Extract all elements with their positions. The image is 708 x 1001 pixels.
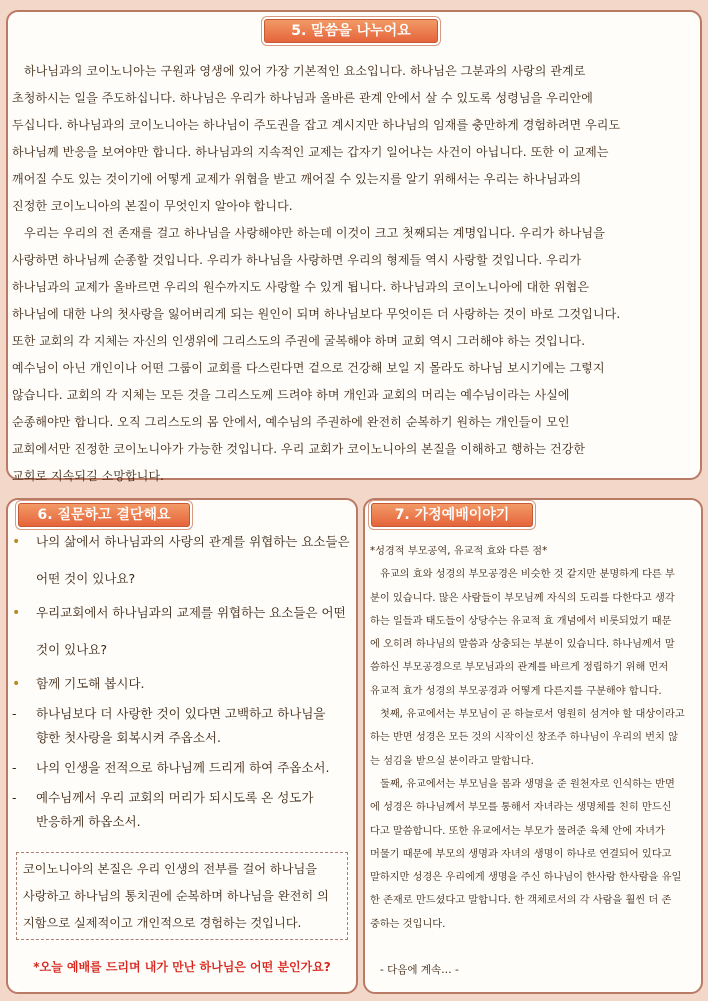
paragraph-line: 하나님과의 코이노니아는 구원과 영생에 있어 가장 기본적인 요소입니다. 하나님은 그분과의 사랑의 관계로 (24, 64, 586, 78)
paragraph-line: 진정한 코이노니아의 본질이 무엇인지 알아야 합니다. (12, 199, 293, 213)
prayer-text: 나의 인생을 전적으로 하나님께 드리게 하여 주옵소서. (36, 760, 330, 775)
story-line: 중하는 것입니다. (370, 918, 446, 930)
summary-line: 사랑하고 하나님의 통치권에 순복하며 하나님을 완전히 의 (23, 889, 329, 903)
question-item (10, 672, 350, 696)
prayer-text: 반응하게 하옵소서. (36, 814, 141, 829)
story-line: 한 존재로 만드셨다고 말합니다. 한 객체로서의 각 사람을 훨씬 더 존 (370, 895, 672, 907)
bullet-icon: • (12, 676, 21, 692)
story-line: 둘째, 유교에서는 부모님을 몸과 생명을 준 원천자로 인식하는 반면 (380, 778, 675, 790)
question-item (10, 601, 350, 662)
story-line: 에 오히려 하나님의 말씀과 상충되는 부분이 있습니다. 하나님께서 말 (370, 639, 675, 651)
koinonia-summary-box (16, 852, 348, 940)
paragraph-line: 두십니다. 하나님과의 코이노니아는 하나님이 주도권을 잡고 계시지만 하나님의 임재를 충만하게 경험하려면 우리도 (12, 118, 621, 132)
story-line: 첫째, 유교에서는 부모님이 곧 하늘로서 영원히 섬겨야 할 대상이라고 (380, 709, 685, 721)
paragraph-line: 않습니다. 교회의 각 지체는 모든 것을 그리스도께 드려야 하며 개인과 교회의 머리는 예수님이라는 사실에 (12, 388, 570, 402)
paragraph-line: 깨어질 수도 있는 것이기에 어떻게 교제가 위협을 받고 깨어질 수 있는지를 알기 위해서는 우리는 하나님과의 (12, 172, 582, 186)
bullet-icon: • (12, 534, 21, 550)
question-text: 것이 있나요? (36, 642, 107, 657)
story-line: 하는 반면 성경은 모든 것의 시작이신 창조주 하나님이 우리의 번치 않 (370, 732, 678, 744)
summary-line: 코이노니아의 본질은 우리 인생의 전부를 걸어 하나님을 (23, 862, 318, 876)
question-item (10, 530, 350, 591)
paragraph-line: 교회로 지속되길 소망합니다. (12, 469, 165, 483)
section5-title: 5. 말씀을 나누어요 (264, 19, 438, 43)
continued-note: - 다음에 계속… - (380, 964, 459, 976)
summary-line: 지함으로 실제적이고 개인적으로 경험하는 것입니다. (23, 916, 302, 930)
question-text: 우리교회에서 하나님과의 교제를 위협하는 요소들은 어떤 (36, 605, 346, 620)
section7-title: 7. 가정예배이야기 (371, 503, 533, 527)
paragraph-line: 하나님에 대한 나의 첫사랑을 잃어버리게 되는 원인이 되며 하나님보다 무엇이든 더 사랑하는 것이 바로 그것입니다. (12, 307, 621, 321)
paragraph-line: 사랑하면 하나님께 순종할 것입니다. 우리가 하나님을 사랑하면 우리의 형제들 역시 사랑할 것입니다. 우리가 (12, 253, 582, 267)
prayer-text: 향한 첫사랑을 회복시켜 주옵소서. (36, 730, 221, 745)
dash-icon: - (12, 706, 17, 721)
prayer-item (10, 756, 350, 780)
paragraph-line: 교회에서만 진정한 코이노니아가 가능한 것입니다. 우리 교회가 코이노니아의 본질을 이해하고 행하는 건강한 (12, 442, 586, 456)
paragraph-line: 하나님과의 교제가 올바르면 우리의 원수까지도 사랑할 수 있게 됩니다. 하나님과의 코이노니아에 대한 위협은 (12, 280, 590, 294)
story-line: 머물기 때문에 부모의 생명과 자녀의 생명이 하나로 연결되어 있다고 (370, 848, 672, 860)
prayer-text: 하나님보다 더 사랑한 것이 있다면 고백하고 하나님을 (36, 706, 326, 721)
paragraph-line: 또한 교회의 각 지체는 자신의 인생위에 그리스도의 주권에 굴복해야 하며 교회 역시 그러해야 하는 것입니다. (12, 334, 586, 348)
prayer-item (10, 702, 350, 750)
paragraph-line: 초청하시는 일을 주도하십니다. 하나님은 우리가 하나님과 올바른 관계 안에서 살 수 있도록 성령님을 우리안에 (12, 91, 593, 105)
section6-title: 6. 질문하고 결단해요 (18, 503, 190, 527)
story-line: 는 섬김을 받으실 분이라고 말합니다. (370, 755, 534, 767)
section5-body (12, 58, 696, 490)
story-line: 유교적 효가 성경의 부모공경과 어떻게 다른지를 구분해야 합니다. (370, 685, 662, 697)
question-text: 함께 기도해 봅시다. (36, 676, 145, 691)
paragraph-line: 예수님이 아닌 개인이나 어떤 그룹이 교회를 다스린다면 겉으로 건강해 보일 지 몰라도 하나님 보시기에는 그렇지 (12, 361, 605, 375)
question-list (10, 530, 350, 834)
story-line: 말하지만 성경은 우리에게 생명을 주신 하나님이 한사람 한사람을 유일 (370, 872, 682, 884)
story-line: *성경적 부모공역, 유교적 효와 다른 점* (370, 546, 548, 557)
dash-icon: - (12, 760, 17, 775)
family-worship-story (370, 540, 696, 936)
story-line: 에 성경은 하나님께서 부모를 통해서 자녀라는 생명체를 친히 만드신 (370, 802, 672, 814)
story-line: 하는 일들과 태도들이 상당수는 유교적 효 개념에서 비롯되었기 때문 (370, 615, 672, 627)
story-line: 다고 말씀합니다. 또한 유교에서는 부모가 물려준 육체 안에 자녀가 (370, 825, 665, 837)
story-line: 유교의 효와 성경의 부모공경은 비슷한 것 같지만 분명하게 다른 부 (380, 569, 675, 581)
prayer-text: 예수님께서 우리 교회의 머리가 되시도록 온 성도가 (36, 790, 314, 805)
closing-question: *오늘 예배를 드리며 내가 만난 하나님은 어떤 분인가요? (33, 960, 331, 974)
prayer-item (10, 786, 350, 834)
bullet-icon: • (12, 605, 21, 621)
question-text: 나의 삶에서 하나님과의 사랑의 관계를 위협하는 요소들은 (36, 534, 350, 549)
story-line: 씀하신 부모공경으로 부모님과의 관계를 바르게 정립하기 위해 먼저 (370, 662, 669, 674)
paragraph-line: 순종해야만 합니다. 오직 그리스도의 몸 안에서, 예수님의 주권하에 완전히 순복하기 원하는 개인들이 모인 (12, 415, 570, 429)
paragraph-line: 하나님께 반응을 보여야만 합니다. 하나님과의 지속적인 교제는 갑자기 일어나는 사건이 아닙니다. 또한 이 교제는 (12, 145, 609, 159)
story-line: 분이 있습니다. 많은 사람들이 부모님께 자식의 도리를 다한다고 생각 (370, 592, 675, 604)
dash-icon: - (12, 790, 17, 805)
paragraph-line: 우리는 우리의 전 존재를 걸고 하나님을 사랑해야만 하는데 이것이 크고 첫째되는 계명입니다. 우리가 하나님을 (24, 226, 605, 240)
question-text: 어떤 것이 있나요? (36, 571, 136, 586)
